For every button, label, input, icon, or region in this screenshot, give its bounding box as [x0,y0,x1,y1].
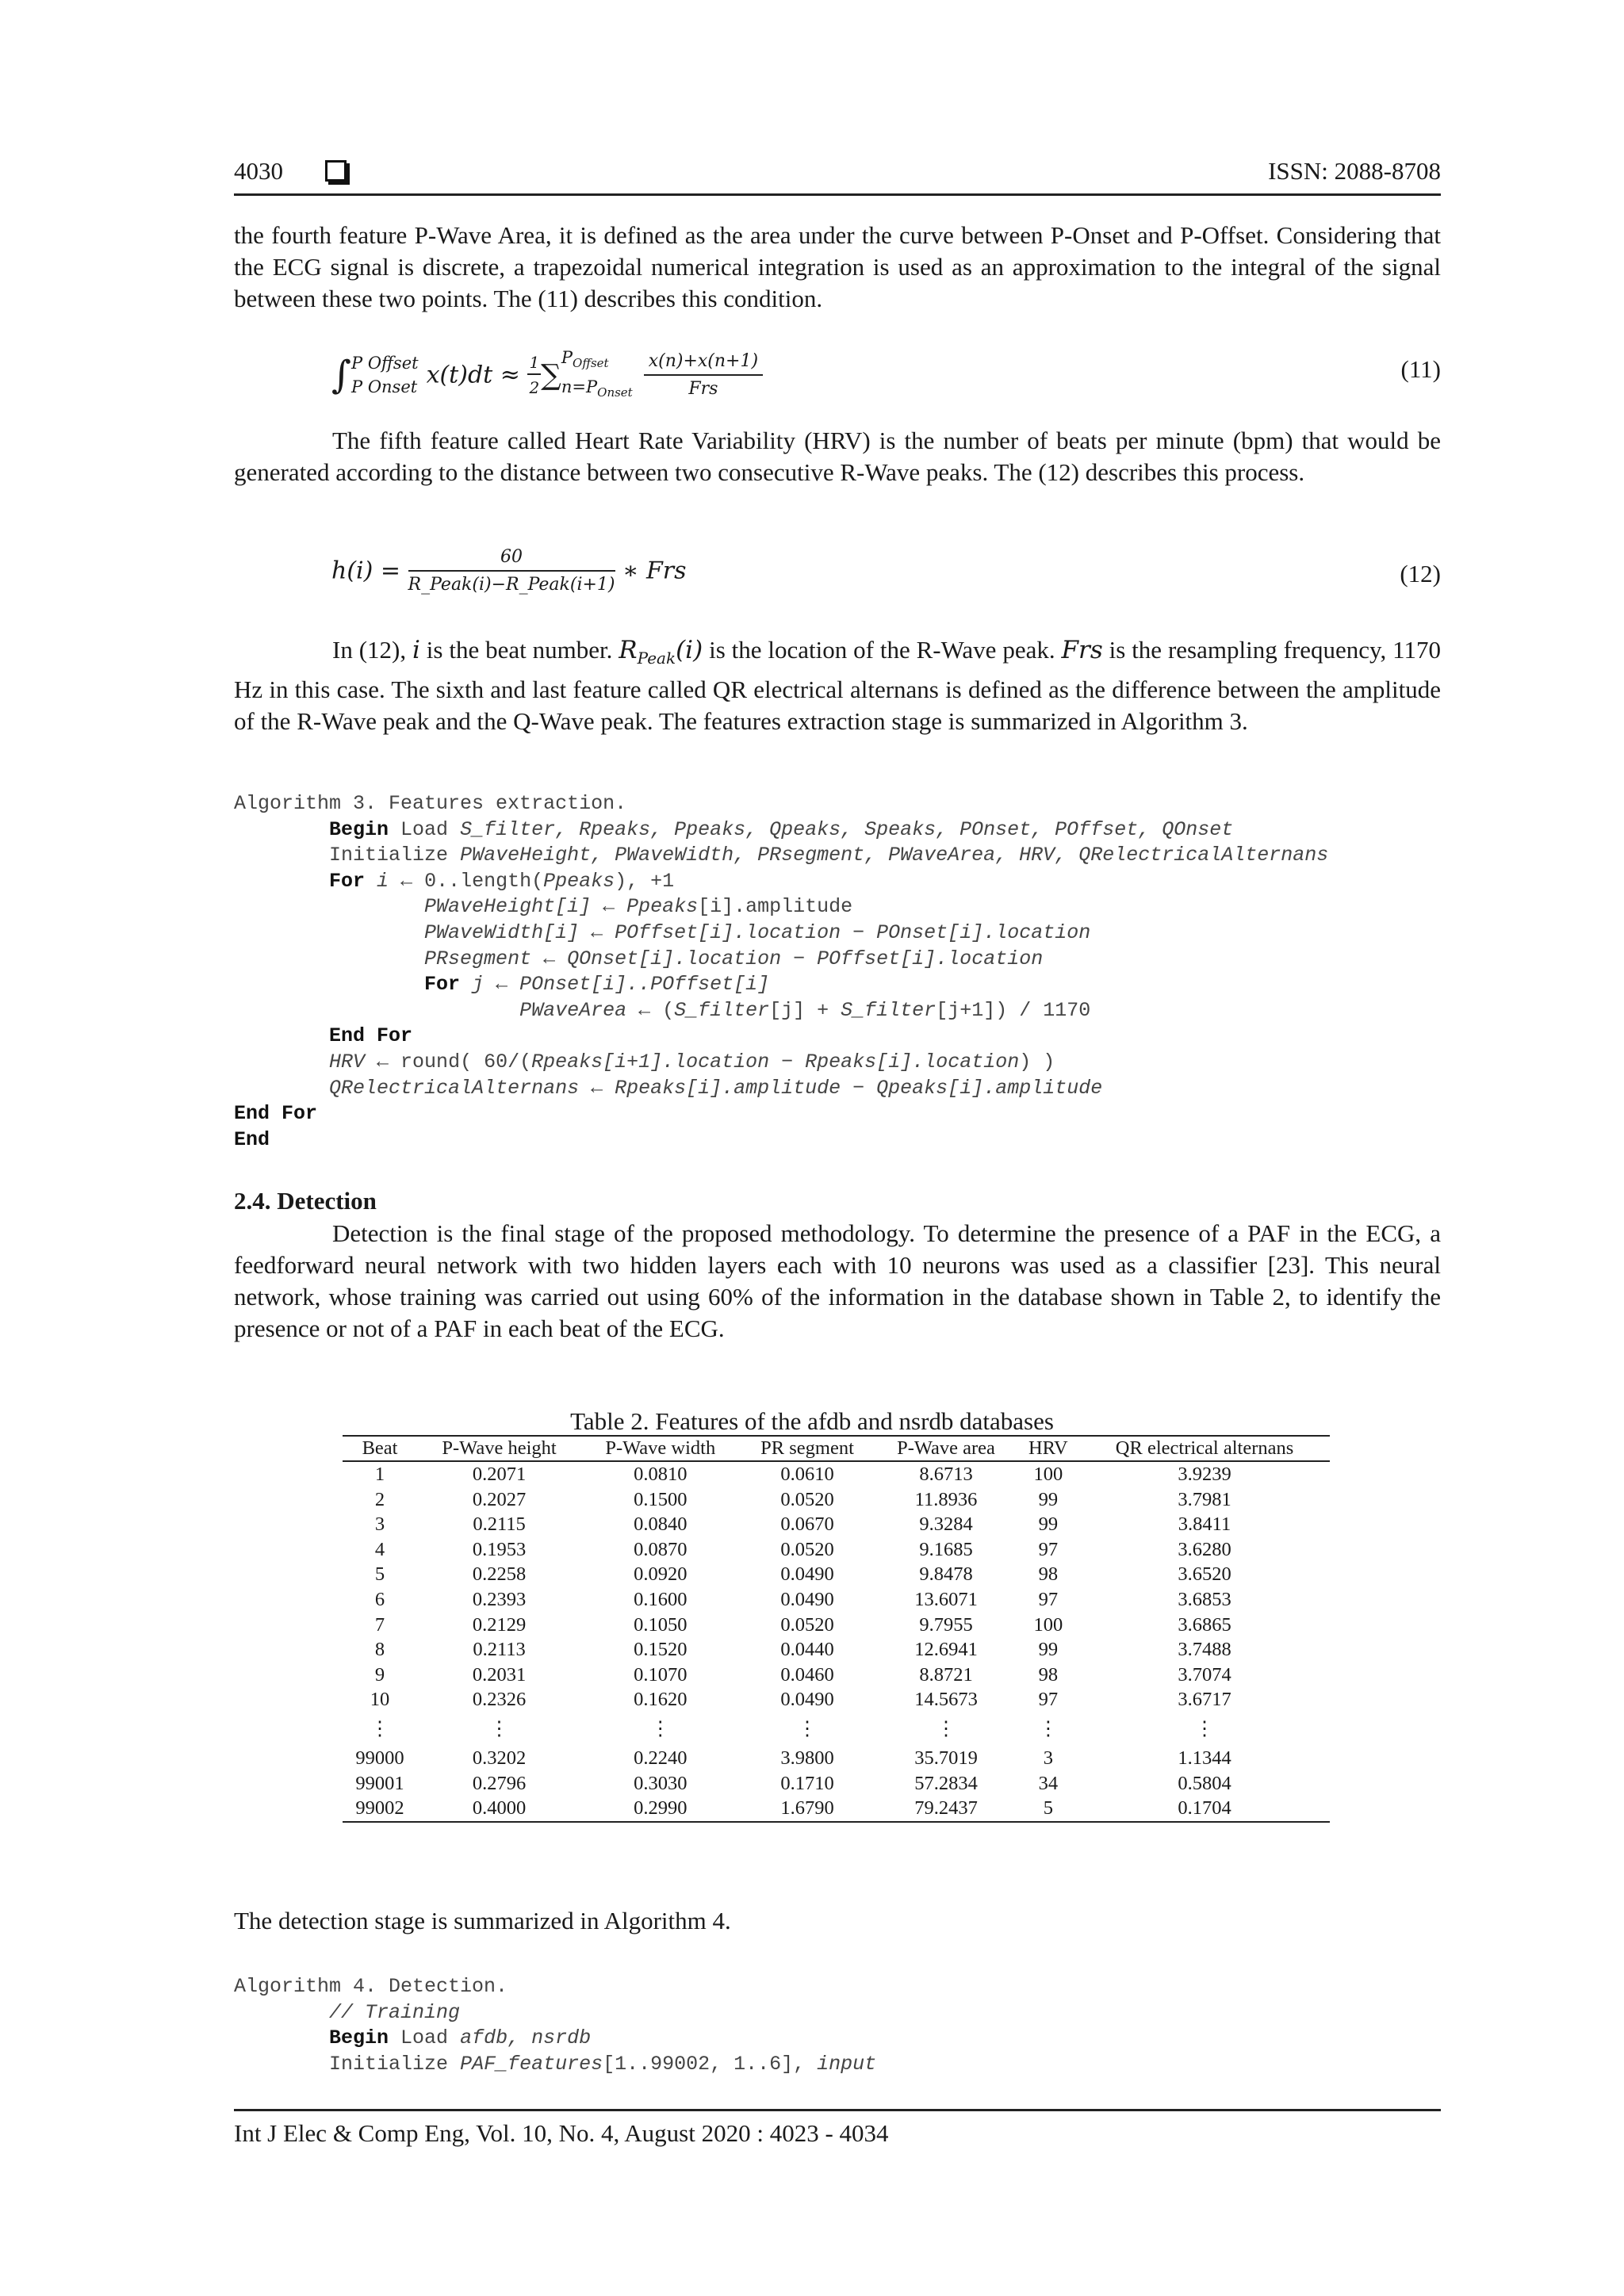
table-cell: 98 [1038,1663,1059,1686]
vertical-ellipsis: ⋮ [1038,1717,1059,1739]
table-cell: 0.0460 [780,1663,834,1686]
table-cell: 8 [374,1639,385,1661]
table-cell: 0.0490 [780,1588,834,1610]
integral-sign: ∫ [331,353,352,398]
table-cell: 13.6071 [914,1588,978,1610]
table-cell: 79.2437 [875,1796,1017,1822]
table-cell: 0.1620 [634,1689,688,1711]
table-cell: 3.7981 [1178,1488,1231,1510]
table-cell: 10 [370,1689,390,1711]
table-cell: 2 [374,1488,385,1510]
table-row [343,1587,1330,1613]
table-cell: 3.6865 [1178,1613,1231,1636]
paragraph-hrv [234,425,1441,488]
table-cell: 100 [1033,1464,1063,1485]
table-cell: 6 [374,1588,385,1610]
issn: ISSN: 2088-8708 [1268,157,1441,185]
equation-12 [331,547,687,595]
table-row [343,1562,1330,1587]
eq12-rhs: ∗ Frs [622,557,687,585]
table-cell: 0.5804 [1178,1772,1231,1794]
integral-upper: P Offset [351,354,419,373]
half-fraction: $\frac{1}{2}$ [529,353,540,398]
table-cell: 0.2258 [472,1563,527,1586]
table-row [343,1537,1330,1563]
table-cell: 3.9239 [1178,1464,1231,1485]
table-cell: 99 [1038,1639,1059,1661]
table-cell: 0.0490 [780,1689,834,1711]
table-cell: 99001 [355,1772,404,1794]
table-row [343,1746,1330,1771]
table-row [343,1461,1330,1487]
table-cell: 0.0610 [780,1464,834,1485]
sum-lower: n=P [561,377,598,397]
equation-number-12: (12) [1400,560,1441,587]
column-header: Beat [343,1436,417,1461]
table-cell: 0.2393 [472,1588,527,1610]
table-ellipsis-row [343,1712,1330,1746]
table-row [343,1663,1330,1688]
table-cell: 0.2113 [473,1639,526,1661]
table-cell: 3.9800 [780,1747,834,1769]
page-footer: Int J Elec & Comp Eng, Vol. 10, No. 4, August 2020 : 4023 - 4034 [234,2109,1441,2148]
paragraph-beat-number [234,634,1441,737]
table-row [343,1771,1330,1797]
table-cell: 0.1520 [634,1639,688,1661]
table-cell: 0.2990 [581,1796,740,1822]
table-row [343,1637,1330,1663]
table-cell: 0.1050 [634,1613,688,1636]
sum-fraction: $\frac{x(n)+x(n+1)}{\text{Frs}}$ [644,351,763,399]
table-cell: 3.7074 [1178,1663,1231,1686]
table-cell: 0.4000 [417,1796,581,1822]
table-row [343,1487,1330,1513]
page-header [234,157,1441,196]
table-cell: 0.0670 [780,1513,834,1536]
table-cell: 5 [1017,1796,1079,1822]
table-cell: 3 [374,1513,385,1536]
table-cell: 5 [374,1563,385,1586]
table-row [343,1512,1330,1537]
table-cell: 3.6280 [1178,1538,1231,1560]
table-cell: 0.0520 [780,1538,834,1560]
algorithm-4: Algorithm 4. Detection. // Training Begin Load afdb, nsrdb Initialize PAF_features[1..99002, 1..6], input [234,1975,877,2076]
table-cell: 0.1704 [1079,1796,1330,1822]
table-cell: 0.1953 [472,1538,527,1560]
table-cell: 100 [1033,1613,1063,1636]
algorithm-3: Algorithm 3. Features extraction. Begin Load S_filter, Rpeaks, Ppeaks, Qpeaks, Speaks, POnset, POffset, QOnset Initialize PWaveHeight, PWaveWidth, PRsegment, PWaveArea, HRV, QRelectricalAlternans For i ← 0..length(Ppeaks), +1 PWaveHeight[i] ← Ppeaks[i].amplitude PWaveWidth[i] ← POffset[i].location − POnset[i].location PRsegment ← QOnset[i].location − POffset[i].location For j ← POnset[i]..POffset[i] PWaveArea ← (S_filter[j] + S_filter[j+1]) / 1170 End For HRV ← round( 60/(Rpeaks[i+1].location − Rpeaks[i].location) ) QRelectricalAlternans ← Rpeaks[i].amplitude − Qpeaks[i].amplitude End For End [234,792,1329,1151]
vertical-ellipsis: ⋮ [650,1717,671,1739]
table-cell: 99 [1038,1488,1059,1510]
equation-11: ∫ P Offset P Onset x(t)dt ≈ $\frac{1}{2}$ ∑ $P_{Offset}$ $n=P_{Onset}$ $\frac{x(n)+x(n+1)}{\text{Frs}}$ [331,346,763,404]
table-cell: 4 [374,1538,385,1560]
equation-number-11: (11) [1400,355,1441,383]
table-cell: 34 [1038,1772,1059,1794]
page-number: 4030 [234,157,283,185]
table-cell: 1.6790 [740,1796,875,1822]
table-cell: 0.1070 [634,1663,688,1686]
paragraph-text: In (12), i is the beat number. $R_{Peak}(i)$ is the location of the R-Wave peak. Frs is the resampling frequency, 1170 Hz in this case. The sixth and last feature called QR electrical alternans is defined as the difference between the amplitude of the R-Wave peak and the Q-Wave peak. The features extraction stage is summarized in Algorithm 3. [234,636,1441,736]
column-header: QR electrical alternans [1079,1436,1330,1461]
square-bullet-icon [325,160,347,182]
table-row [343,1613,1330,1638]
table-cell: 99002 [343,1796,417,1822]
table-cell: 3.7488 [1178,1639,1231,1661]
table-row [343,1796,1330,1822]
sum-upper: P [561,348,573,367]
vertical-ellipsis: ⋮ [936,1717,956,1739]
table-cell: 0.3202 [472,1747,527,1769]
column-header: HRV [1017,1436,1079,1461]
features-table [343,1435,1330,1823]
table-cell: 11.8936 [914,1488,978,1510]
table-cell: 0.0810 [634,1464,688,1485]
table-cell: 9 [374,1663,385,1686]
algorithm-title: Algorithm 4. Detection. [234,1975,508,1998]
table-cell: 8.6713 [919,1464,973,1485]
integrand: x(t)dt ≈ [426,361,520,389]
table-cell: 99 [1038,1513,1059,1536]
table-cell: 0.0520 [780,1613,834,1636]
eq12-lhs: h(i) = [331,557,400,585]
table-cell: 0.2129 [472,1613,527,1636]
table-cell: 3.6520 [1178,1563,1231,1586]
algorithm-title: Algorithm 3. Features extraction. [234,792,627,815]
paragraph-text: Detection is the final stage of the proposed methodology. To determine the presence of a PAF in the ECG, a feedforward neural network with two hidden layers each with 10 neurons was used as a classifier [23]. This neural network, whose training was carried out using 60% of the information in the database shown in Table 2, to identify the presence or not of a PAF in each beat of the ECG. [234,1219,1441,1342]
vertical-ellipsis: ⋮ [489,1717,509,1739]
paragraph-text: The detection stage is summarized in Algorithm 4. [234,1907,731,1934]
table-cell: 0.0920 [634,1563,688,1586]
paragraph-text: The fifth feature called Heart Rate Variability (HRV) is the number of beats per minute (bpm) that would be generated according to the distance between two consecutive R-Wave peaks. The (12) describes this process. [234,427,1441,486]
table-cell: 3.8411 [1178,1513,1231,1536]
table-cell: 0.2027 [472,1488,527,1510]
table-cell: 12.6941 [914,1639,978,1661]
table-cell: 35.7019 [914,1747,978,1769]
table-cell: 0.2796 [472,1772,527,1794]
table-cell: 7 [374,1613,385,1636]
vertical-ellipsis: ⋮ [1194,1717,1215,1739]
column-header: PR segment [740,1436,875,1461]
column-header: P-Wave area [875,1436,1017,1461]
table-cell: 9.1685 [919,1538,973,1560]
table-cell: 0.2115 [473,1513,526,1536]
table-cell: 98 [1038,1563,1059,1586]
table-cell: 0.2240 [634,1747,688,1769]
table-cell: 3.6853 [1178,1588,1231,1610]
table-cell: 97 [1038,1588,1059,1610]
vertical-ellipsis: ⋮ [797,1717,818,1739]
table-cell: 0.0520 [780,1488,834,1510]
table-cell: 0.1500 [634,1488,688,1510]
table-cell: 0.2326 [472,1689,527,1711]
table-cell: 99000 [355,1747,404,1769]
table-cell: 0.1600 [634,1588,688,1610]
table-cell: 3 [1043,1747,1053,1769]
integral-lower: P Onset [351,377,418,397]
table-cell: 0.2071 [472,1464,527,1485]
table-cell: 9.7955 [919,1613,973,1636]
paragraph-text: the fourth feature P-Wave Area, it is defined as the area under the curve between P-Onset and P-Offset. Considering that the ECG signal is discrete, a trapezoidal numerical integration is used as an approximation to the integral of the signal between these two points. The (11) describes this condition. [234,221,1441,312]
column-header: P-Wave height [417,1436,581,1461]
table-cell: 0.0870 [634,1538,688,1560]
table-cell: 97 [1038,1538,1059,1560]
vertical-ellipsis: ⋮ [370,1717,390,1739]
table-cell: 1 [374,1464,385,1485]
table-cell: 9.3284 [919,1513,973,1536]
paragraph-detection [234,1218,1441,1345]
table-cell: 0.0490 [780,1563,834,1586]
table-cell: 57.2834 [914,1772,978,1794]
section-title-detection: 2.4. Detection [234,1187,377,1215]
table-cell: 97 [1038,1689,1059,1711]
table-cell: 0.0440 [780,1639,834,1661]
eq12-fraction: $\frac{60}{\text{R\_Peak(i)−R\_Peak(i+1)}}$ [408,547,615,595]
sum-sign: ∑ [541,358,561,392]
code-comment: // Training [329,2000,461,2024]
table-header-row [343,1436,1330,1461]
table-cell: 0.2031 [472,1663,527,1686]
table-cell: 0.1710 [780,1772,834,1794]
table-row [343,1687,1330,1712]
table-cell: 0.0840 [634,1513,688,1536]
table-caption: Table 2. Features of the afdb and nsrdb databases [570,1407,1054,1435]
table-cell: 8.8721 [919,1663,973,1686]
table-cell: 1.1344 [1178,1747,1231,1769]
paragraph-detection-summary [234,1905,1441,1937]
column-header: P-Wave width [581,1436,740,1461]
table-cell: 9.8478 [919,1563,973,1586]
table-cell: 0.3030 [634,1772,688,1794]
table-cell: 14.5673 [914,1689,978,1711]
table-cell: 3.6717 [1178,1689,1231,1711]
paragraph-p-wave-area [234,220,1441,315]
